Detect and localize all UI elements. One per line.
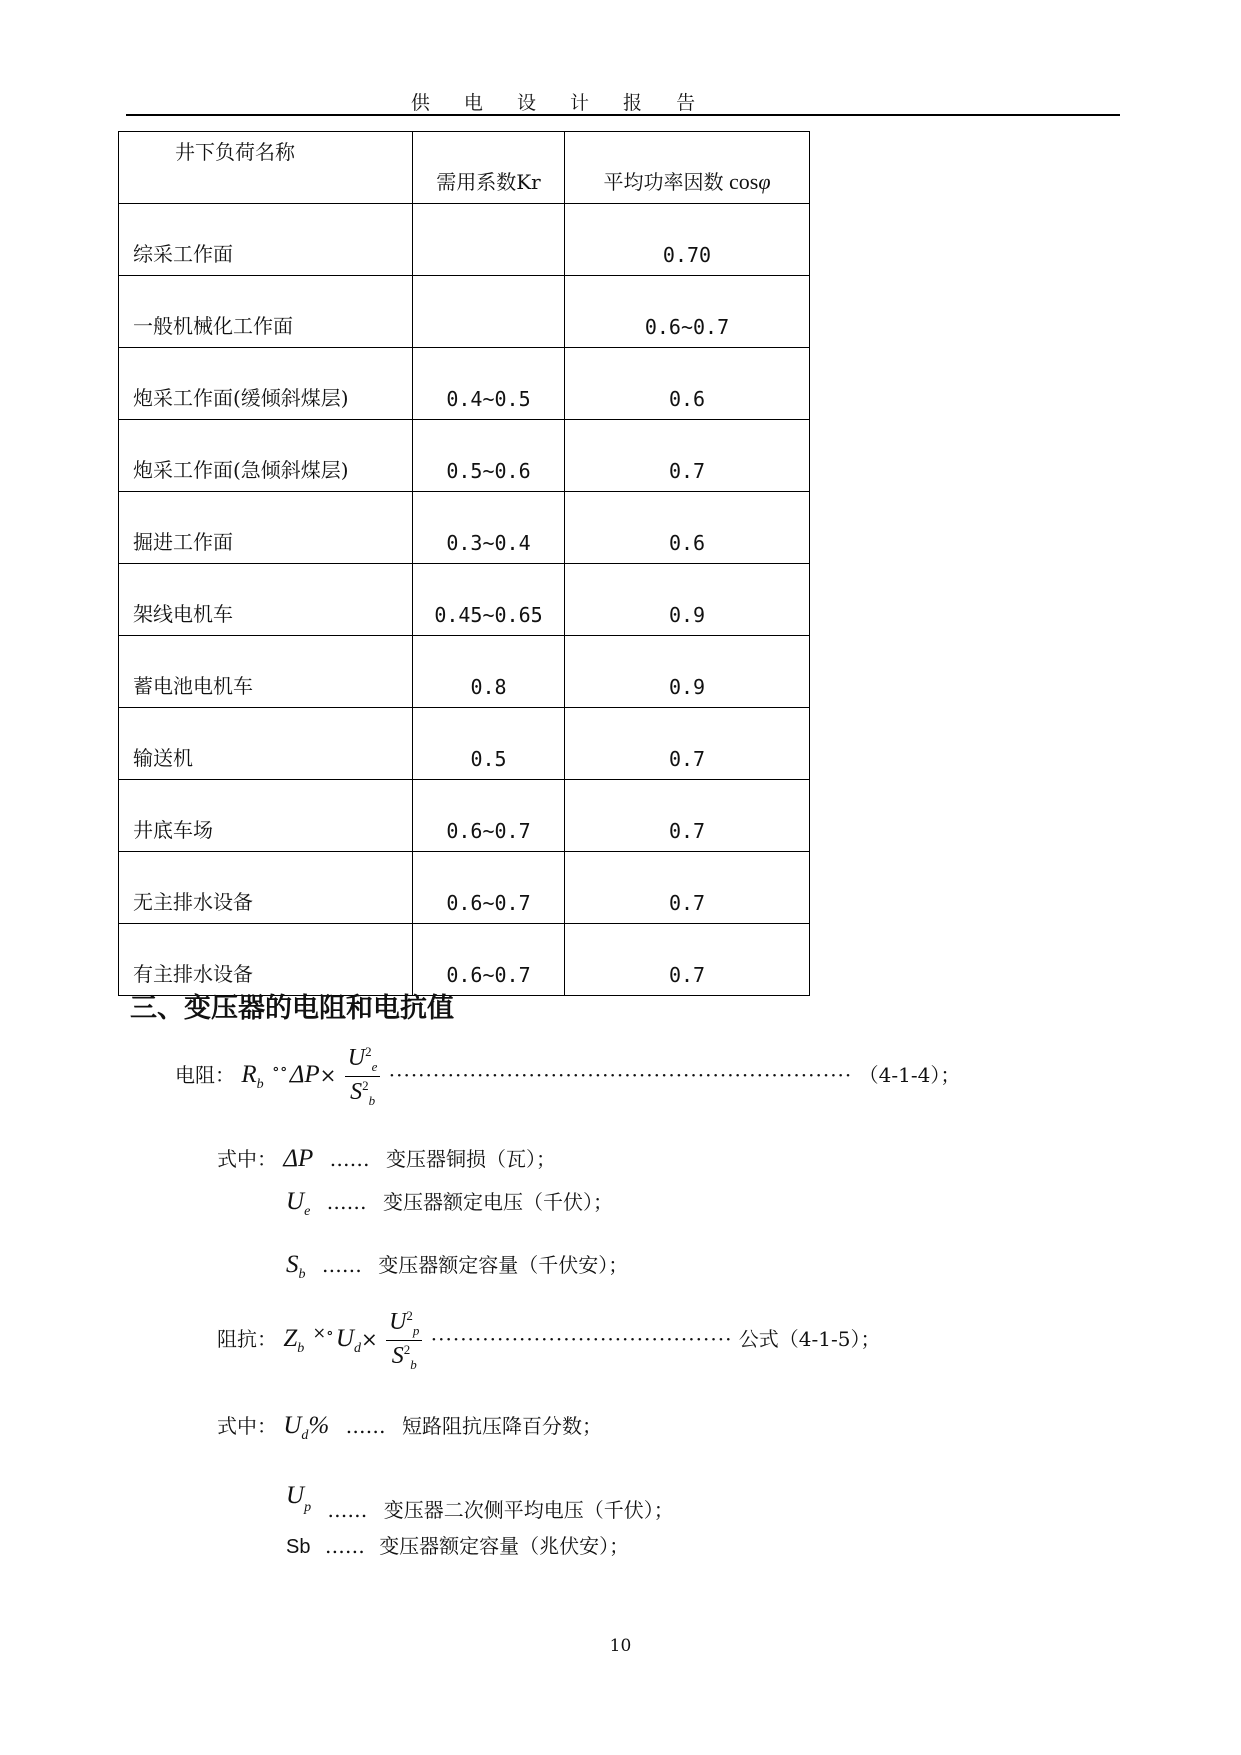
table-row (119, 852, 810, 924)
cos-value: 0.7 (565, 852, 810, 924)
table-row (119, 708, 810, 780)
ellipsis: …… (345, 1414, 386, 1438)
load-name: 炮采工作面(急倾斜煤层) (119, 420, 413, 492)
header-kr (413, 132, 565, 204)
kr-value: 0.6~0.7 (413, 924, 565, 996)
cos-value: 0.6 (565, 492, 810, 564)
load-name: 无主排水设备 (119, 852, 413, 924)
resistance-label: 电阻： (175, 1062, 235, 1087)
where-up: $U^p$ …… 变压器二次侧平均电压（千伏）； (286, 1482, 674, 1522)
header-cos-label: 平均功率因数 (603, 170, 724, 194)
cos-value: 0.7 (565, 708, 810, 780)
table-row (119, 924, 810, 996)
table-row (119, 564, 810, 636)
impedance-ref: 公式（4-1-5）； (738, 1326, 881, 1351)
impedance-fraction: $\frac{U^2_p}{S^2_b}$ (386, 1308, 422, 1373)
kr-value: 0.3~0.4 (413, 492, 565, 564)
load-name: 有主排水设备 (119, 924, 413, 996)
load-coefficient-table (118, 131, 810, 996)
where-ue: $U_e$ …… 变压器额定电压（千伏）； (286, 1188, 613, 1219)
load-name: 掘进工作面 (119, 492, 413, 564)
resistance-ref: （4-1-4）； (858, 1062, 961, 1087)
table-row (119, 492, 810, 564)
cos-value: 0.7 (565, 420, 810, 492)
where-label: 式中： (217, 1414, 277, 1438)
ellipsis: …… (321, 1253, 362, 1277)
ud-description: 短路阻抗压降百分数； (401, 1414, 602, 1438)
table-row (119, 636, 810, 708)
ellipsis: …… (329, 1147, 370, 1171)
kr-value: 0.6~0.7 (413, 852, 565, 924)
ellipsis: …… (324, 1534, 365, 1558)
load-name: 架线电机车 (119, 564, 413, 636)
where-dp: 式中： ΔP …… 变压器铜损（瓦）； (217, 1145, 557, 1172)
table-header-row (119, 132, 810, 204)
kr-value (413, 204, 565, 276)
kr-value (413, 276, 565, 348)
cos-value: 0.6 (565, 348, 810, 420)
header-cos: 平均功率因数 cosφ (565, 132, 810, 204)
kr-value: 0.4~0.5 (413, 348, 565, 420)
header-kr-label: 需用系数Kr (436, 170, 541, 194)
cos-value: 0.9 (565, 564, 810, 636)
cos-value: 0.9 (565, 636, 810, 708)
cos-value: 0.6~0.7 (565, 276, 810, 348)
resistance-fraction: $\frac{U^2_e}{S^2_b}$ (345, 1044, 381, 1109)
ue-description: 变压器额定电压（千伏）； (383, 1190, 613, 1214)
page-number: 10 (609, 1636, 632, 1656)
section-title: 三、变压器的电阻和电抗值 (130, 993, 454, 1024)
load-name: 输送机 (119, 708, 413, 780)
where-ud: 式中： $U_d\%$ …… 短路阻抗压降百分数； (217, 1412, 602, 1443)
cos-value: 0.7 (565, 924, 810, 996)
ellipsis: …… (326, 1190, 367, 1214)
sb-description: 变压器额定容量（千伏安）； (378, 1253, 629, 1277)
cos-value: 0.7 (565, 780, 810, 852)
kr-value: 0.45~0.65 (413, 564, 565, 636)
load-name: 蓄电池电机车 (119, 636, 413, 708)
load-name: 井底车场 (119, 780, 413, 852)
resistance-formula: 电阻： $R_b$ ∘∘ΔP× $\frac{U^2_e}{S^2_b}$ ······························································· （4-1-4）； (175, 1044, 961, 1108)
load-name: 综采工作面 (119, 204, 413, 276)
sb2-label: Sb (286, 1536, 311, 1558)
load-name: 一般机械化工作面 (119, 276, 413, 348)
table-row (119, 204, 810, 276)
impedance-formula: 阻抗： $Z_b$ $^{\times\circ}U_d\times$ $\frac{U^2_p}{S^2_b}$ ········································· 公式（4-1-5）； (217, 1308, 881, 1372)
ellipsis: …… (327, 1498, 368, 1522)
table-row (119, 780, 810, 852)
kr-value: 0.8 (413, 636, 565, 708)
table-row (119, 420, 810, 492)
kr-value: 0.6~0.7 (413, 780, 565, 852)
where-label: 式中： (217, 1147, 277, 1171)
impedance-label: 阻抗： (217, 1326, 277, 1351)
up-description: 变压器二次侧平均电压（千伏）； (383, 1498, 674, 1522)
header-load-name: 井下负荷名称 (119, 132, 413, 204)
dp-description: 变压器铜损（瓦）； (386, 1147, 557, 1171)
load-name: 炮采工作面(缓倾斜煤层) (119, 348, 413, 420)
where-sb: $S_b$ …… 变压器额定容量（千伏安）； (286, 1251, 629, 1282)
page-header-title: 供 电 设 计 报 告 (410, 92, 710, 114)
table-row (119, 276, 810, 348)
table-row (119, 348, 810, 420)
cos-value: 0.70 (565, 204, 810, 276)
kr-value: 0.5~0.6 (413, 420, 565, 492)
sb2-description: 变压器额定容量（兆伏安）； (379, 1534, 630, 1558)
kr-value: 0.5 (413, 708, 565, 780)
header-rule (126, 114, 1120, 116)
where-sb2 (286, 1530, 629, 1559)
